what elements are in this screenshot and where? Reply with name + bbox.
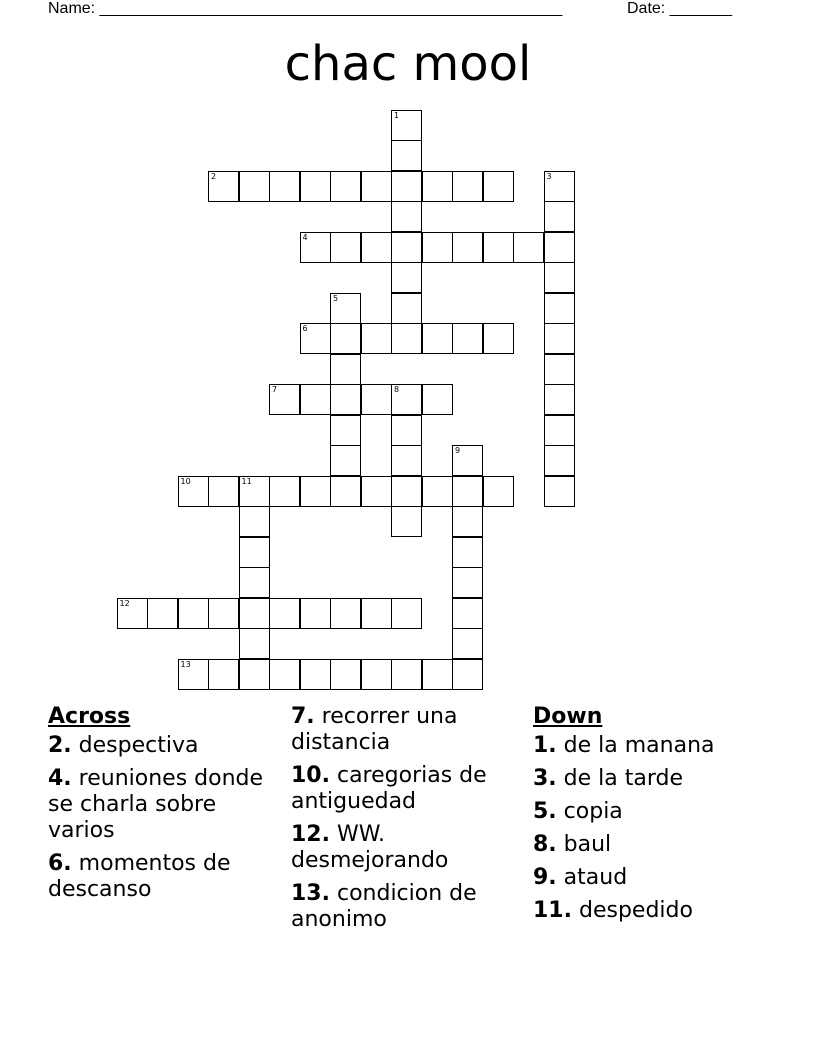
crossword-cell[interactable] xyxy=(544,354,575,385)
cell-number: 7 xyxy=(272,385,278,394)
crossword-cell[interactable] xyxy=(300,384,331,415)
crossword-cell[interactable] xyxy=(330,232,361,263)
crossword-cell[interactable] xyxy=(391,171,422,202)
crossword-cell[interactable] xyxy=(300,323,331,354)
clue-number: 13. xyxy=(291,881,330,906)
crossword-cell[interactable] xyxy=(391,415,422,446)
crossword-cell[interactable] xyxy=(422,232,453,263)
crossword-cell[interactable] xyxy=(544,293,575,324)
crossword-cell[interactable] xyxy=(483,476,514,507)
clue-down-8 xyxy=(533,832,773,858)
crossword-cell[interactable] xyxy=(452,171,483,202)
crossword-cell[interactable] xyxy=(300,232,331,263)
down-clues-column xyxy=(533,704,773,931)
crossword-cell[interactable] xyxy=(391,659,422,690)
clue-down-11 xyxy=(533,898,773,924)
crossword-cell[interactable] xyxy=(422,323,453,354)
clue-number: 8. xyxy=(533,832,557,857)
crossword-cell[interactable] xyxy=(239,476,270,507)
crossword-cell[interactable] xyxy=(208,476,239,507)
crossword-cell[interactable] xyxy=(300,171,331,202)
clue-text: WW. desmejorando xyxy=(291,822,449,873)
crossword-cell[interactable] xyxy=(178,659,209,690)
crossword-cell[interactable] xyxy=(178,476,209,507)
crossword-cell[interactable] xyxy=(208,598,239,629)
cell-number: 6 xyxy=(302,324,308,333)
crossword-cell[interactable] xyxy=(391,384,422,415)
crossword-cell[interactable] xyxy=(391,445,422,476)
crossword-cell[interactable] xyxy=(330,171,361,202)
crossword-cell[interactable] xyxy=(239,537,270,568)
crossword-cell[interactable] xyxy=(544,445,575,476)
crossword-cell[interactable] xyxy=(239,659,270,690)
crossword-cell[interactable] xyxy=(330,445,361,476)
crossword-cell[interactable] xyxy=(544,201,575,232)
crossword-cell[interactable] xyxy=(452,537,483,568)
name-field-label: Name: ____________________________________________________ xyxy=(48,0,563,17)
crossword-cell[interactable] xyxy=(330,415,361,446)
clue-number: 7. xyxy=(291,704,315,729)
date-field-label: Date: _______ xyxy=(627,0,732,17)
clue-text: recorrer una distancia xyxy=(291,704,458,755)
crossword-cell[interactable] xyxy=(391,506,422,537)
clue-down-9 xyxy=(533,865,773,891)
clue-text: ataud xyxy=(563,865,628,890)
clue-number: 12. xyxy=(291,822,330,847)
cell-number: 2 xyxy=(211,171,217,181)
crossword-cell[interactable] xyxy=(422,384,453,415)
clue-text: de la manana xyxy=(563,733,715,758)
clue-number: 4. xyxy=(48,766,72,791)
clue-across-12 xyxy=(291,822,527,874)
crossword-cell[interactable] xyxy=(452,445,483,476)
clue-text: despedido xyxy=(578,898,693,923)
crossword-cell[interactable] xyxy=(330,476,361,507)
crossword-cell[interactable] xyxy=(452,598,483,629)
crossword-cell[interactable] xyxy=(452,659,483,690)
clue-text: de la tarde xyxy=(563,766,684,791)
crossword-cell[interactable] xyxy=(483,232,514,263)
clue-number: 5. xyxy=(533,799,557,824)
crossword-cell[interactable] xyxy=(391,598,422,629)
clue-number: 1. xyxy=(533,733,557,758)
crossword-cell[interactable] xyxy=(269,476,300,507)
crossword-cell[interactable] xyxy=(422,659,453,690)
crossword-cell[interactable] xyxy=(330,384,361,415)
clue-across-6 xyxy=(48,851,278,903)
crossword-cell[interactable] xyxy=(269,598,300,629)
crossword-cell[interactable] xyxy=(361,659,392,690)
crossword-cell[interactable] xyxy=(208,171,239,202)
clue-text: copia xyxy=(563,799,623,824)
clue-number: 11. xyxy=(533,898,572,923)
cell-number: 4 xyxy=(302,232,308,242)
crossword-cell[interactable] xyxy=(513,232,544,263)
cell-number: 13 xyxy=(180,659,191,669)
crossword-cell[interactable] xyxy=(361,384,392,415)
clue-text: baul xyxy=(563,832,612,857)
crossword-cell[interactable] xyxy=(452,323,483,354)
crossword-cell[interactable] xyxy=(269,659,300,690)
clue-number: 10. xyxy=(291,763,330,788)
crossword-cell[interactable] xyxy=(300,598,331,629)
down-heading: Down xyxy=(533,704,603,729)
crossword-cell[interactable] xyxy=(239,598,270,629)
crossword-cell[interactable] xyxy=(300,659,331,690)
crossword-cell[interactable] xyxy=(391,201,422,232)
crossword-cell[interactable] xyxy=(361,171,392,202)
crossword-cell[interactable] xyxy=(452,232,483,263)
crossword-cell[interactable] xyxy=(391,232,422,263)
clue-across-4 xyxy=(48,766,278,844)
crossword-cell[interactable] xyxy=(330,323,361,354)
crossword-cell[interactable] xyxy=(391,476,422,507)
crossword-cell[interactable] xyxy=(239,171,270,202)
crossword-cell[interactable] xyxy=(544,262,575,293)
puzzle-title: chac mool xyxy=(284,36,532,92)
crossword-cell[interactable] xyxy=(544,384,575,415)
across-clues-column-1 xyxy=(48,704,278,910)
crossword-cell[interactable] xyxy=(483,323,514,354)
crossword-cell[interactable] xyxy=(269,384,300,415)
crossword-cell[interactable] xyxy=(422,476,453,507)
cell-number: 12 xyxy=(119,598,130,608)
cell-number: 9 xyxy=(455,446,461,455)
clue-across-7 xyxy=(291,704,527,756)
crossword-cell[interactable] xyxy=(239,567,270,598)
crossword-cell[interactable] xyxy=(544,415,575,446)
crossword-cell[interactable] xyxy=(452,476,483,507)
clue-down-3 xyxy=(533,766,773,792)
cell-number: 10 xyxy=(180,476,191,486)
crossword-cell[interactable] xyxy=(178,598,209,629)
crossword-cell[interactable] xyxy=(330,354,361,385)
crossword-cell[interactable] xyxy=(361,598,392,629)
clue-number: 6. xyxy=(48,851,72,876)
clue-number: 3. xyxy=(533,766,557,791)
clue-across-2 xyxy=(48,733,278,759)
crossword-cell[interactable] xyxy=(452,628,483,659)
clue-down-1 xyxy=(533,733,773,759)
clue-text: reuniones donde se charla sobre varios xyxy=(48,766,264,843)
crossword-cell[interactable] xyxy=(361,476,392,507)
crossword-cell[interactable] xyxy=(361,232,392,263)
crossword-cell[interactable] xyxy=(422,171,453,202)
clue-down-5 xyxy=(533,799,773,825)
crossword-cell[interactable] xyxy=(269,171,300,202)
clue-number: 2. xyxy=(48,733,72,758)
cell-number: 3 xyxy=(546,171,552,181)
crossword-cell[interactable] xyxy=(330,659,361,690)
crossword-cell[interactable] xyxy=(544,171,575,202)
crossword-cell[interactable] xyxy=(452,567,483,598)
clue-text: momentos de descanso xyxy=(48,851,231,902)
crossword-cell[interactable] xyxy=(483,171,514,202)
crossword-cell[interactable] xyxy=(330,598,361,629)
across-clues-column-2 xyxy=(291,704,527,940)
clue-text: condicion de anonimo xyxy=(291,881,477,932)
crossword-cell[interactable] xyxy=(117,598,148,629)
clue-text: despectiva xyxy=(78,733,199,758)
crossword-cell[interactable] xyxy=(208,659,239,690)
cell-number: 8 xyxy=(394,385,400,394)
cell-number: 1 xyxy=(394,110,400,120)
crossword-cell[interactable] xyxy=(300,476,331,507)
crossword-cell[interactable] xyxy=(147,598,178,629)
clue-across-10 xyxy=(291,763,527,815)
crossword-cell[interactable] xyxy=(391,262,422,293)
crossword-cell[interactable] xyxy=(544,232,575,263)
crossword-cell[interactable] xyxy=(452,506,483,537)
crossword-cell[interactable] xyxy=(361,323,392,354)
clue-across-13 xyxy=(291,881,527,933)
crossword-cell[interactable] xyxy=(239,506,270,537)
crossword-cell[interactable] xyxy=(330,293,361,324)
crossword-cell[interactable] xyxy=(391,140,422,171)
crossword-cell[interactable] xyxy=(544,323,575,354)
crossword-cell[interactable] xyxy=(391,323,422,354)
crossword-cell[interactable] xyxy=(391,110,422,141)
crossword-cell[interactable] xyxy=(239,628,270,659)
cell-number: 5 xyxy=(333,293,339,303)
clue-number: 9. xyxy=(533,865,557,890)
crossword-cell[interactable] xyxy=(544,476,575,507)
across-heading: Across xyxy=(48,704,131,729)
clue-text: caregorias de antiguedad xyxy=(291,763,487,814)
crossword-cell[interactable] xyxy=(391,293,422,324)
cell-number: 11 xyxy=(241,476,252,486)
